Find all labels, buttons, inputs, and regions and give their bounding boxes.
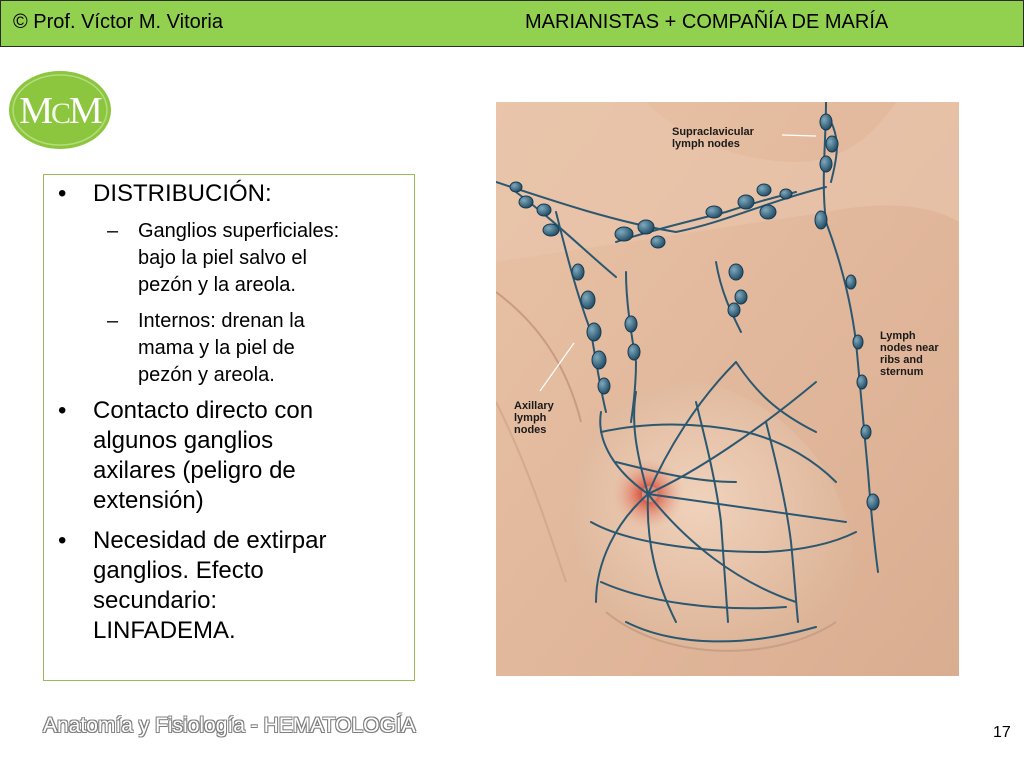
page-number: 17 — [993, 724, 1011, 741]
breast-lymphatic-illustration — [496, 102, 959, 676]
label-supraclavicular: Supraclavicular lymph nodes — [672, 126, 754, 150]
slide-header — [0, 0, 1024, 47]
course-footer: Anatomía y Fisiología - HEMATOLOGÍA — [43, 714, 416, 737]
mcm-logo — [8, 70, 112, 150]
author-credit: © Prof. Víctor M. Vitoria — [13, 11, 223, 33]
bullet-contacto-directo: Contacto directo con algunos ganglios axilares (peligro de extensión) — [93, 397, 314, 514]
bullet-marker: • — [58, 180, 67, 207]
label-axillary: Axillary lymph nodes — [514, 400, 554, 436]
bullet-marker: • — [58, 527, 67, 554]
sub-bullet-marker: – — [107, 220, 119, 242]
sub-bullet-internos: Internos: drenan la mama y la piel de pezón y areola. — [138, 310, 305, 386]
sub-bullet-marker: – — [107, 310, 119, 332]
label-lymph-sternum: Lymph nodes near ribs and sternum — [880, 330, 939, 378]
text-content-box — [43, 174, 415, 681]
institution-name: MARIANISTAS + COMPAÑÍA DE MARÍA — [525, 11, 889, 33]
svg-text:MCM: MCM — [19, 90, 101, 132]
bullet-marker: • — [58, 397, 67, 424]
bullet-distribucion: DISTRIBUCIÓN: — [93, 180, 272, 207]
sub-bullet-superficiales: Ganglios superficiales: bajo la piel salvo el pezón y la areola. — [138, 220, 340, 296]
bullet-necesidad-extirpar: Necesidad de extirpar ganglios. Efecto secundario: LINFADEMA. — [93, 527, 327, 644]
